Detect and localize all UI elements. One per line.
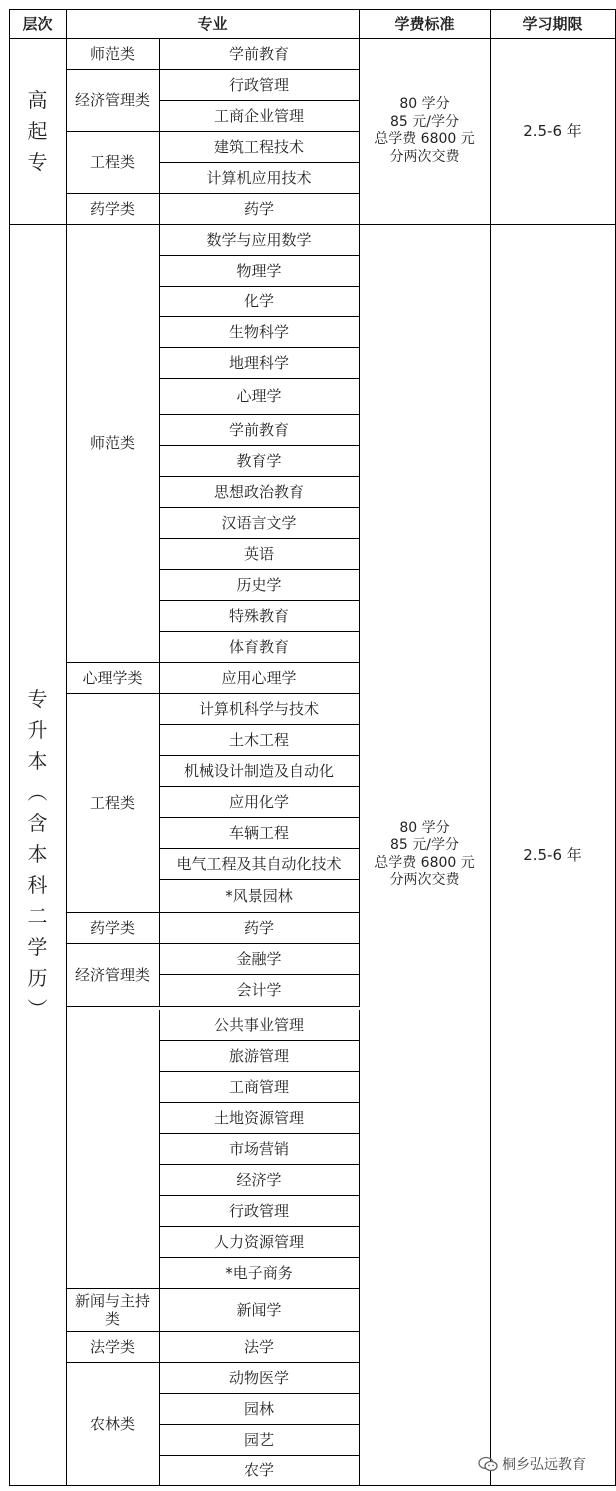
fee-line: 总学费 6800 元 bbox=[374, 131, 475, 147]
level-cell-0 bbox=[9, 38, 67, 225]
major-cell-text: 建筑工程技术 bbox=[213, 137, 304, 156]
category-cell bbox=[66, 693, 160, 913]
duration-cell-0-text: 2.5-6 年 bbox=[523, 122, 582, 140]
major-cell bbox=[159, 724, 360, 756]
category-cell bbox=[66, 224, 160, 663]
level-cell-1 bbox=[9, 224, 67, 1486]
major-cell bbox=[159, 1393, 360, 1425]
category-cell bbox=[66, 943, 160, 1007]
duration-cell-1-text: 2.5-6 年 bbox=[523, 845, 582, 864]
major-cell bbox=[159, 600, 360, 632]
major-cell bbox=[159, 378, 360, 415]
row-gap bbox=[67, 1007, 359, 1010]
watermark bbox=[478, 1454, 586, 1474]
category-cell-text: 工程类 bbox=[89, 153, 135, 171]
fee-cell-0 bbox=[359, 38, 491, 225]
level-char: 本 bbox=[27, 842, 48, 866]
category-cell bbox=[66, 193, 160, 225]
major-cell-text: 市场营销 bbox=[228, 1139, 289, 1158]
category-cell-text: 师范类 bbox=[89, 434, 135, 452]
major-cell bbox=[159, 193, 360, 225]
major-cell-text: 园林 bbox=[243, 1399, 274, 1418]
major-cell bbox=[159, 848, 360, 880]
major-cell-text: 学前教育 bbox=[228, 44, 289, 63]
major-cell-text: 数学与应用数学 bbox=[206, 230, 312, 249]
major-cell-text: 应用化学 bbox=[228, 792, 289, 811]
level-char: 升 bbox=[27, 718, 48, 742]
level-char: ︶ bbox=[27, 997, 48, 1021]
major-cell-text: 汉语言文学 bbox=[221, 513, 297, 532]
major-cell-text: 工商管理 bbox=[228, 1077, 289, 1096]
major-cell-text: 计算机应用技术 bbox=[206, 168, 312, 187]
category-cell-text: 工程类 bbox=[89, 793, 135, 812]
category-cell-text: 新闻与主持类 bbox=[74, 1291, 150, 1328]
major-cell bbox=[159, 1133, 360, 1165]
major-cell-text: 化学 bbox=[243, 292, 274, 310]
major-cell bbox=[159, 507, 360, 539]
category-cell-text: 药学类 bbox=[89, 199, 135, 218]
major-cell bbox=[159, 1288, 360, 1332]
major-cell bbox=[159, 1071, 360, 1103]
major-cell bbox=[159, 100, 360, 132]
major-cell-text: 公共事业管理 bbox=[213, 1016, 304, 1034]
major-cell bbox=[159, 1331, 360, 1363]
major-cell bbox=[159, 445, 360, 477]
major-cell bbox=[159, 817, 360, 849]
major-cell bbox=[159, 943, 360, 975]
header-major-text: 专业 bbox=[197, 14, 228, 33]
category-cell bbox=[66, 912, 160, 944]
major-cell-text: 特殊教育 bbox=[228, 606, 289, 625]
major-cell bbox=[159, 693, 360, 725]
major-cell bbox=[159, 286, 360, 317]
major-cell-text: *风景园林 bbox=[225, 886, 293, 905]
fee-line: 分两次交费 bbox=[389, 872, 460, 888]
major-cell bbox=[159, 538, 360, 570]
category-cell-text: 药学类 bbox=[89, 918, 135, 937]
major-cell-text: 应用心理学 bbox=[221, 668, 297, 687]
category-cell-text: 心理学类 bbox=[82, 668, 143, 687]
major-cell-text: *电子商务 bbox=[225, 1263, 293, 1282]
level-char: 专 bbox=[27, 149, 48, 174]
fee-line: 总学费 6800 元 bbox=[374, 854, 475, 871]
level-char: 专 bbox=[27, 687, 48, 711]
major-cell-text: 金融学 bbox=[236, 949, 282, 968]
header-duration-text: 学习期限 bbox=[522, 14, 583, 33]
watermark-text: 桐乡弘远教育 bbox=[502, 1457, 586, 1473]
major-cell-text: 体育教育 bbox=[228, 637, 289, 656]
category-cell bbox=[66, 1362, 160, 1486]
table-left-border bbox=[9, 9, 10, 1485]
major-cell-text: 土地资源管理 bbox=[213, 1108, 304, 1127]
fee-line: 85 元/学分 bbox=[390, 113, 459, 130]
major-cell-text: 法学 bbox=[243, 1337, 274, 1356]
major-cell bbox=[159, 912, 360, 944]
major-cell bbox=[159, 974, 360, 1007]
fee-line: 分两次交费 bbox=[389, 148, 460, 165]
header-level bbox=[9, 9, 67, 39]
major-cell bbox=[159, 1195, 360, 1227]
major-cell bbox=[159, 38, 360, 70]
level-char: 学 bbox=[27, 935, 48, 959]
header-level-text: 层次 bbox=[22, 14, 53, 33]
level-char: 高 bbox=[27, 87, 48, 112]
category-cell-text: 经济管理类 bbox=[74, 91, 150, 109]
category-cell bbox=[66, 662, 160, 694]
fee-cell-1 bbox=[359, 224, 491, 1486]
category-cell bbox=[66, 38, 160, 70]
major-cell bbox=[159, 631, 360, 663]
wechat-official-account-icon bbox=[478, 1456, 498, 1472]
major-cell-text: 教育学 bbox=[236, 451, 282, 470]
major-cell-text: 人力资源管理 bbox=[213, 1232, 304, 1251]
major-cell-text: 英语 bbox=[243, 544, 274, 563]
major-cell bbox=[159, 662, 360, 694]
header-fee bbox=[359, 9, 491, 39]
major-cell-text: 土木工程 bbox=[228, 730, 289, 749]
level-char: 起 bbox=[27, 118, 48, 143]
level-char: 二 bbox=[27, 904, 48, 928]
major-cell bbox=[159, 1040, 360, 1072]
major-cell bbox=[159, 1010, 360, 1041]
major-cell bbox=[159, 786, 360, 818]
major-cell bbox=[159, 1226, 360, 1258]
major-cell-text: 电气工程及其自动化技术 bbox=[176, 854, 342, 873]
major-cell-text: 车辆工程 bbox=[228, 823, 289, 842]
major-cell bbox=[159, 69, 360, 101]
major-cell-text: 经济学 bbox=[236, 1170, 282, 1189]
category-cell bbox=[66, 1288, 160, 1332]
header-major bbox=[66, 9, 360, 39]
major-cell bbox=[159, 1102, 360, 1134]
category-cell bbox=[66, 1010, 160, 1289]
duration-cell-1 bbox=[490, 224, 616, 1486]
major-cell bbox=[159, 569, 360, 601]
major-cell-text: 园艺 bbox=[243, 1430, 274, 1449]
major-cell bbox=[159, 879, 360, 913]
level-char: 科 bbox=[27, 873, 48, 897]
major-cell bbox=[159, 1164, 360, 1196]
major-cell-text: 思想政治教育 bbox=[213, 482, 304, 501]
major-cell bbox=[159, 1424, 360, 1456]
major-cell bbox=[159, 316, 360, 348]
major-cell-text: 学前教育 bbox=[228, 420, 289, 439]
category-cell bbox=[66, 131, 160, 194]
major-cell bbox=[159, 255, 360, 287]
major-cell-text: 会计学 bbox=[236, 981, 282, 999]
category-cell bbox=[66, 69, 160, 132]
major-cell-text: 新闻学 bbox=[236, 1300, 282, 1319]
major-cell-text: 生物科学 bbox=[228, 322, 289, 341]
level-char: 含 bbox=[27, 811, 48, 835]
fee-line: 85 元/学分 bbox=[390, 837, 459, 853]
major-cell bbox=[159, 224, 360, 256]
duration-cell-0 bbox=[490, 38, 616, 225]
category-cell-text: 法学类 bbox=[89, 1337, 135, 1356]
fee-line: 80 学分 bbox=[399, 819, 450, 836]
major-cell-text: 动物医学 bbox=[228, 1368, 289, 1387]
major-cell bbox=[159, 1257, 360, 1289]
major-cell bbox=[159, 1362, 360, 1394]
level-char: 本 bbox=[27, 749, 48, 773]
major-cell-text: 物理学 bbox=[236, 261, 282, 280]
major-cell-text: 药学 bbox=[243, 918, 274, 937]
fee-line: 80 学分 bbox=[399, 96, 450, 112]
major-cell bbox=[159, 347, 360, 379]
major-cell bbox=[159, 476, 360, 508]
major-cell bbox=[159, 162, 360, 194]
header-duration bbox=[490, 9, 616, 39]
major-cell bbox=[159, 1455, 360, 1486]
category-cell-text: 师范类 bbox=[89, 44, 135, 63]
major-cell-text: 行政管理 bbox=[228, 1201, 289, 1220]
major-cell bbox=[159, 755, 360, 787]
table-top-border bbox=[9, 9, 615, 10]
category-cell-text: 经济管理类 bbox=[74, 965, 150, 984]
major-cell-text: 药学 bbox=[243, 199, 274, 218]
major-cell-text: 旅游管理 bbox=[228, 1046, 289, 1065]
major-cell-text: 历史学 bbox=[236, 575, 282, 594]
major-cell bbox=[159, 414, 360, 446]
major-cell-text: 工商企业管理 bbox=[213, 106, 304, 125]
major-cell-text: 地理科学 bbox=[228, 353, 289, 372]
major-cell-text: 农学 bbox=[243, 1461, 274, 1479]
header-fee-text: 学费标准 bbox=[394, 14, 455, 33]
major-cell-text: 机械设计制造及自动化 bbox=[183, 761, 334, 780]
category-cell-text: 农林类 bbox=[89, 1414, 135, 1433]
category-cell bbox=[66, 1331, 160, 1363]
major-cell-text: 心理学 bbox=[236, 387, 282, 405]
level-char: 历 bbox=[27, 966, 48, 990]
major-cell-text: 计算机科学与技术 bbox=[198, 699, 319, 718]
level-char: ︵ bbox=[27, 780, 48, 804]
major-cell-text: 行政管理 bbox=[228, 75, 289, 94]
major-cell bbox=[159, 131, 360, 163]
